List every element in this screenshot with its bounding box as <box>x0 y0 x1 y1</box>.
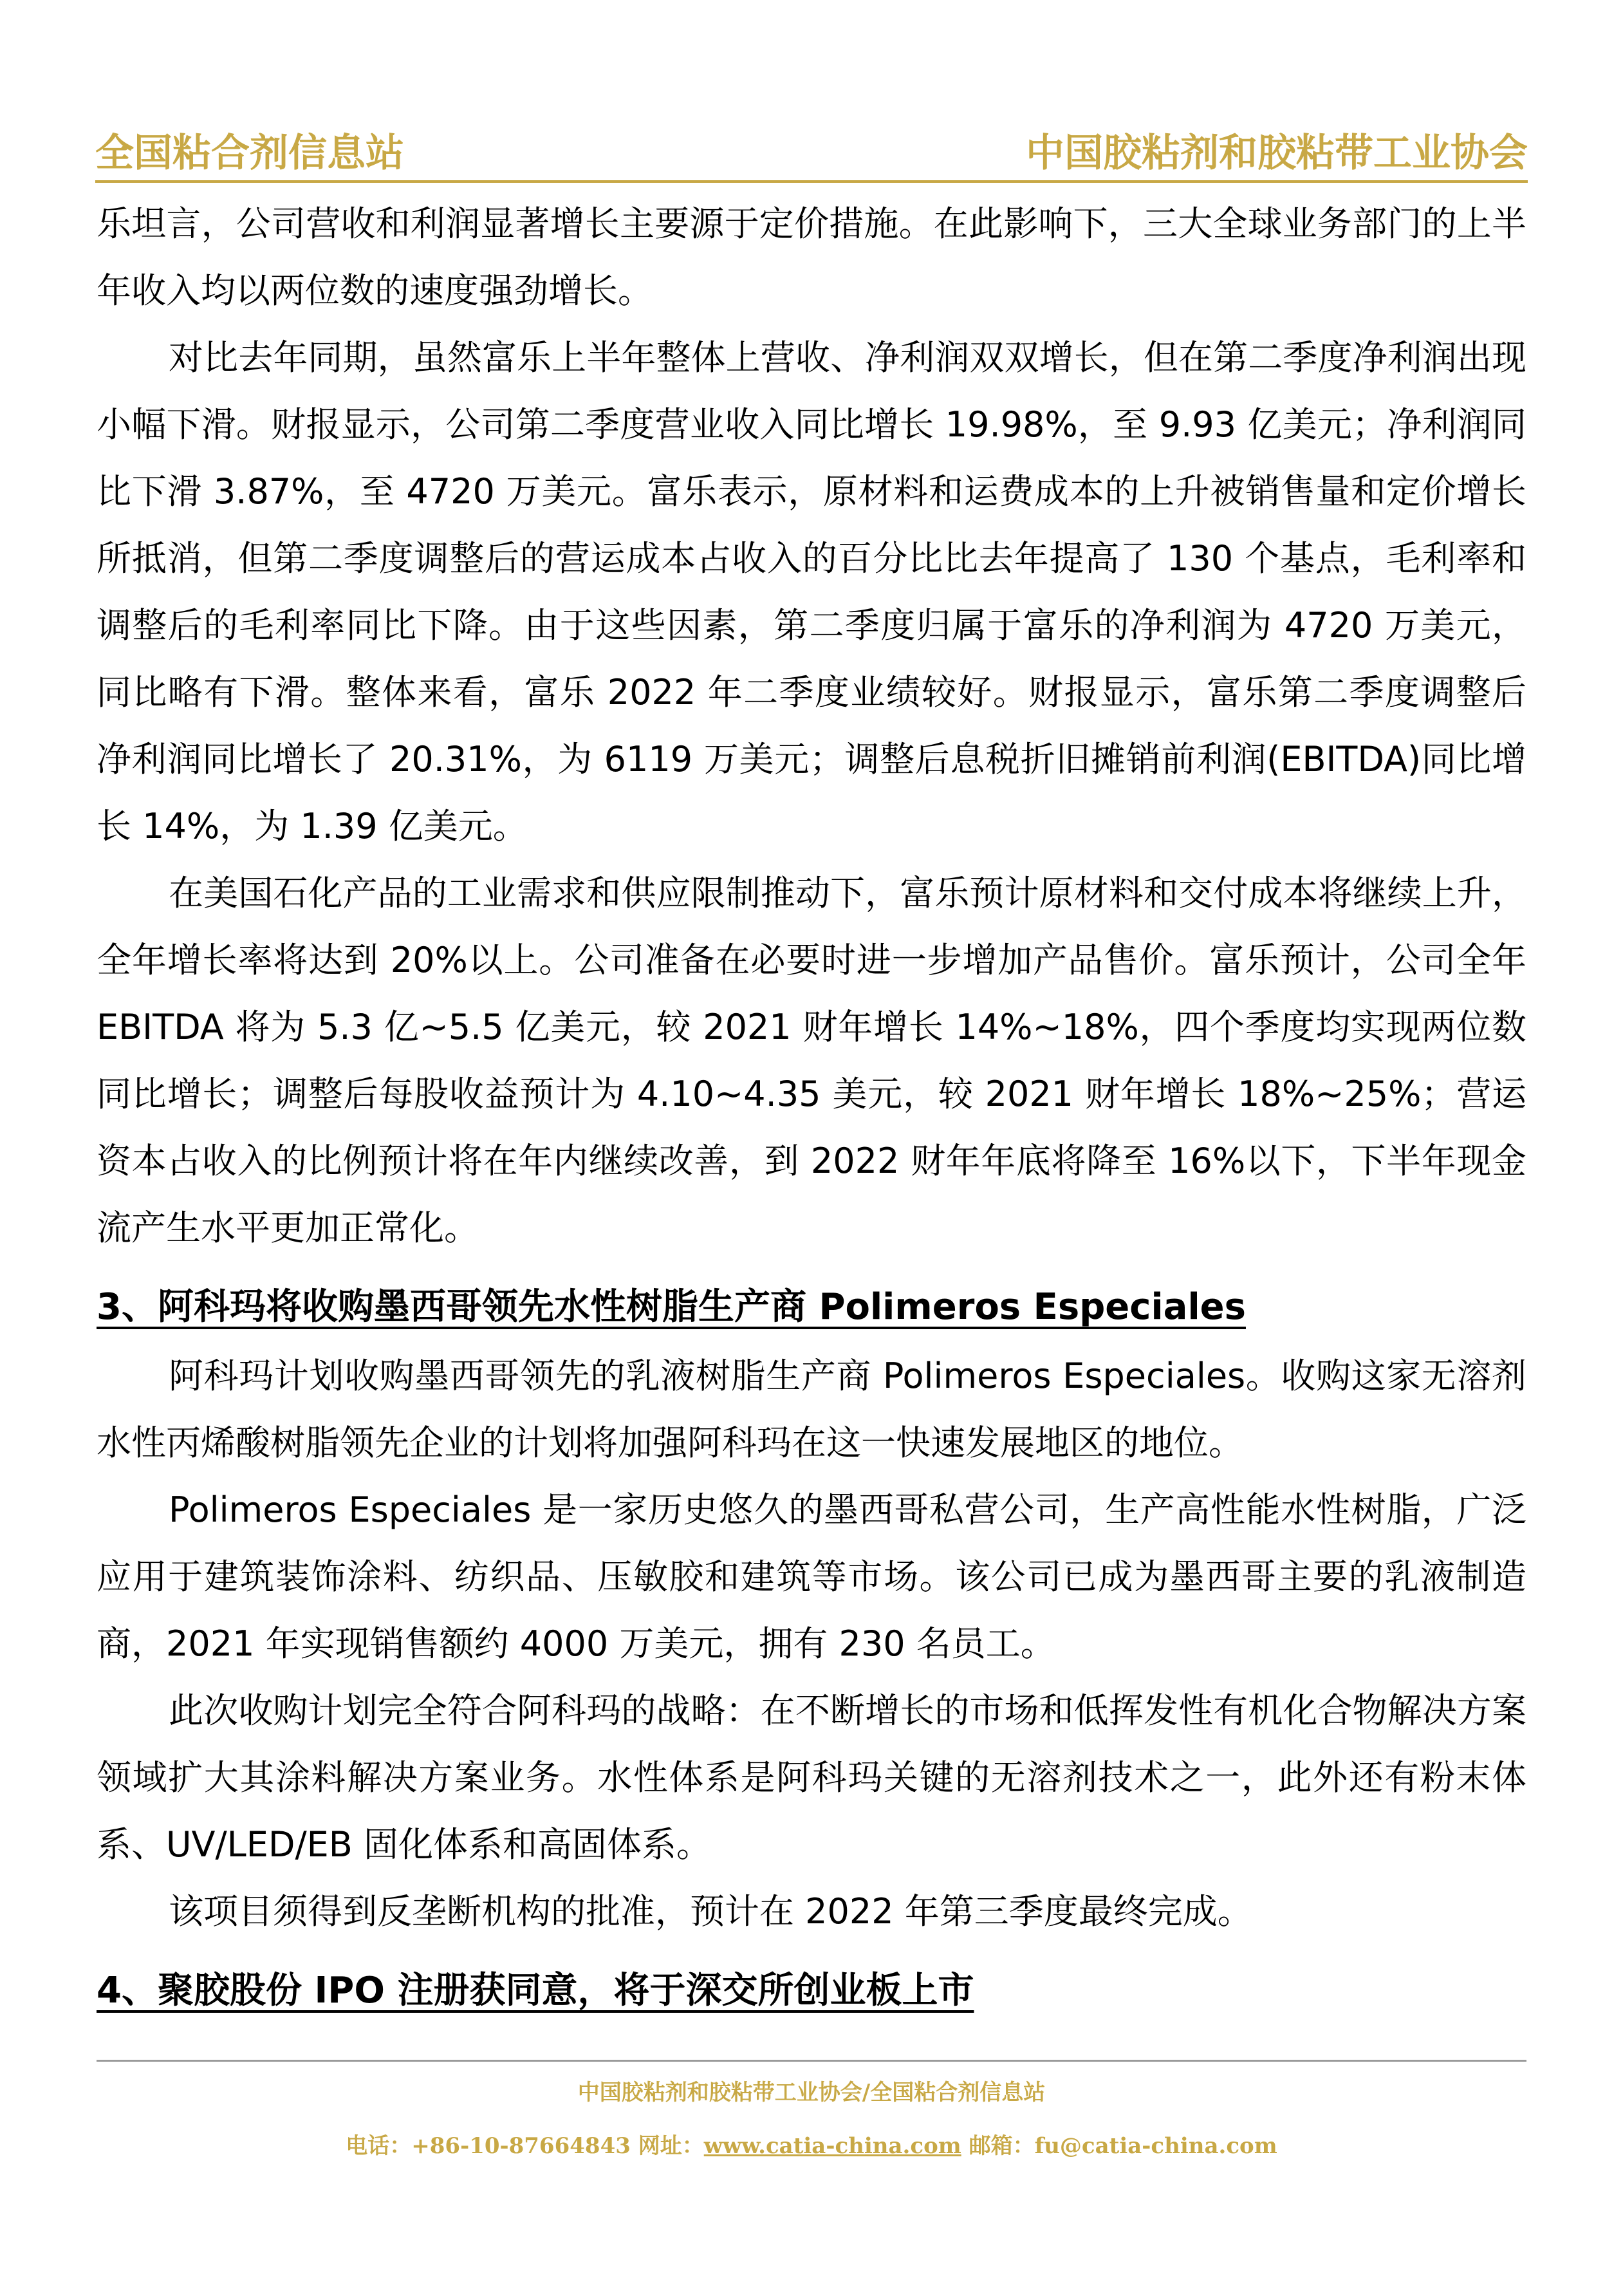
header-association-name: 中国胶粘剂和胶粘带工业协会 <box>1026 131 1528 176</box>
section-heading-4 <box>97 1955 1526 2026</box>
footer-web-label: 网址： <box>638 2133 704 2159</box>
paragraph-approval: 该项目须得到反垄断机构的批准，预计在 2022 年第三季度最终完成。 <box>169 1891 1252 1932</box>
footer-organization: 中国胶粘剂和胶粘带工业协会/全国粘合剂信息站 <box>577 2080 1046 2105</box>
footer-contact <box>97 2128 1526 2160</box>
section-heading-3 <box>97 1272 1526 1343</box>
footer-email-label: 邮箱： <box>969 2133 1035 2159</box>
paragraph-q2-results: 对比去年同期，虽然富乐上半年整体上营收、净利润双双增长，但在第二季度净利润出现小幅下滑。财报显示，公司第二季度营业收入同比增长 19.98%，至 9.93 亿美元；净利润同比下滑 3.87%，至 4720 万美元。富乐表示，原材料和运费成本的上升被销售量和定价增长所抵消，但第二季度调整后的营运成本占收入的百分比比去年提高了 130 个基点，毛利率和调整后的毛利率同比下降。由于这些因素，第二季度归属于富乐的净利润为 4720 万美元，同比略有下滑。整体来看，富乐 2022 年二季度业绩较好。财报显示，富乐第二季度调整后净利润同比增长了 20.31%，为 6119 万美元；调整后息税折旧摊销前利润(EBITDA)同比增长 14%，为 1.39 亿美元。 <box>97 337 1526 846</box>
paragraph-outlook: 在美国石化产品的工业需求和供应限制推动下，富乐预计原材料和交付成本将继续上升，全年增长率将达到 20%以上。公司准备在必要时进一步增加产品售价。富乐预计，公司全年 EBITDA 将为 5.3 亿~5.5 亿美元，较 2021 财年增长 14%~18%，四个季度均实现两位数同比增长；调整后每股收益预计为 4.10~4.35 美元，较 2021 财年增长 18%~25%；营运资本占收入的比例预计将在年内继续改善，到 2022 财年年底将降至 16%以下，下半年现金流产生水平更加正常化。 <box>97 873 1526 1248</box>
paragraph-continued: 乐坦言，公司营收和利润显著增长主要源于定价措施。在此影响下，三大全球业务部门的上半年收入均以两位数的速度强劲增长。 <box>97 203 1526 311</box>
paragraph-company-profile: Polimeros Especiales 是一家历史悠久的墨西哥私营公司，生产高性能水性树脂，广泛应用于建筑装饰涂料、纺织品、压敏胶和建筑等市场。该公司已成为墨西哥主要的乳液制造商，2021 年实现销售额约 4000 万美元，拥有 230 名员工。 <box>97 1489 1526 1664</box>
footer-phone: +86-10-87664843 <box>411 2133 631 2159</box>
header-site-name: 全国粘合剂信息站 <box>95 131 404 176</box>
footer-phone-label: 电话： <box>346 2133 412 2159</box>
page-footer <box>97 2060 1526 2160</box>
page-header <box>95 109 1528 183</box>
footer-email[interactable]: fu@catia-china.com <box>1034 2133 1277 2159</box>
paragraph-strategy: 此次收购计划完全符合阿科玛的战略：在不断增长的市场和低挥发性有机化合物解决方案领域扩大其涂料解决方案业务。水性体系是阿科玛关键的无溶剂技术之一，此外还有粉末体系、UV/LED/EB 固化体系和高固体系。 <box>97 1690 1526 1865</box>
paragraph-acquisition-plan: 阿科玛计划收购墨西哥领先的乳液树脂生产商 Polimeros Especiales。收购这家无溶剂水性丙烯酸树脂领先企业的计划将加强阿科玛在这一快速发展地区的地位。 <box>97 1356 1526 1463</box>
footer-website-link[interactable]: www.catia-china.com <box>703 2133 961 2159</box>
section-heading-4-text: 4、聚胶股份 IPO 注册获同意，将于深交所创业板上市 <box>97 1970 974 2011</box>
section-heading-3-text: 3、阿科玛将收购墨西哥领先水性树脂生产商 Polimeros Especiales <box>97 1286 1246 1328</box>
article-body <box>97 191 1526 2026</box>
